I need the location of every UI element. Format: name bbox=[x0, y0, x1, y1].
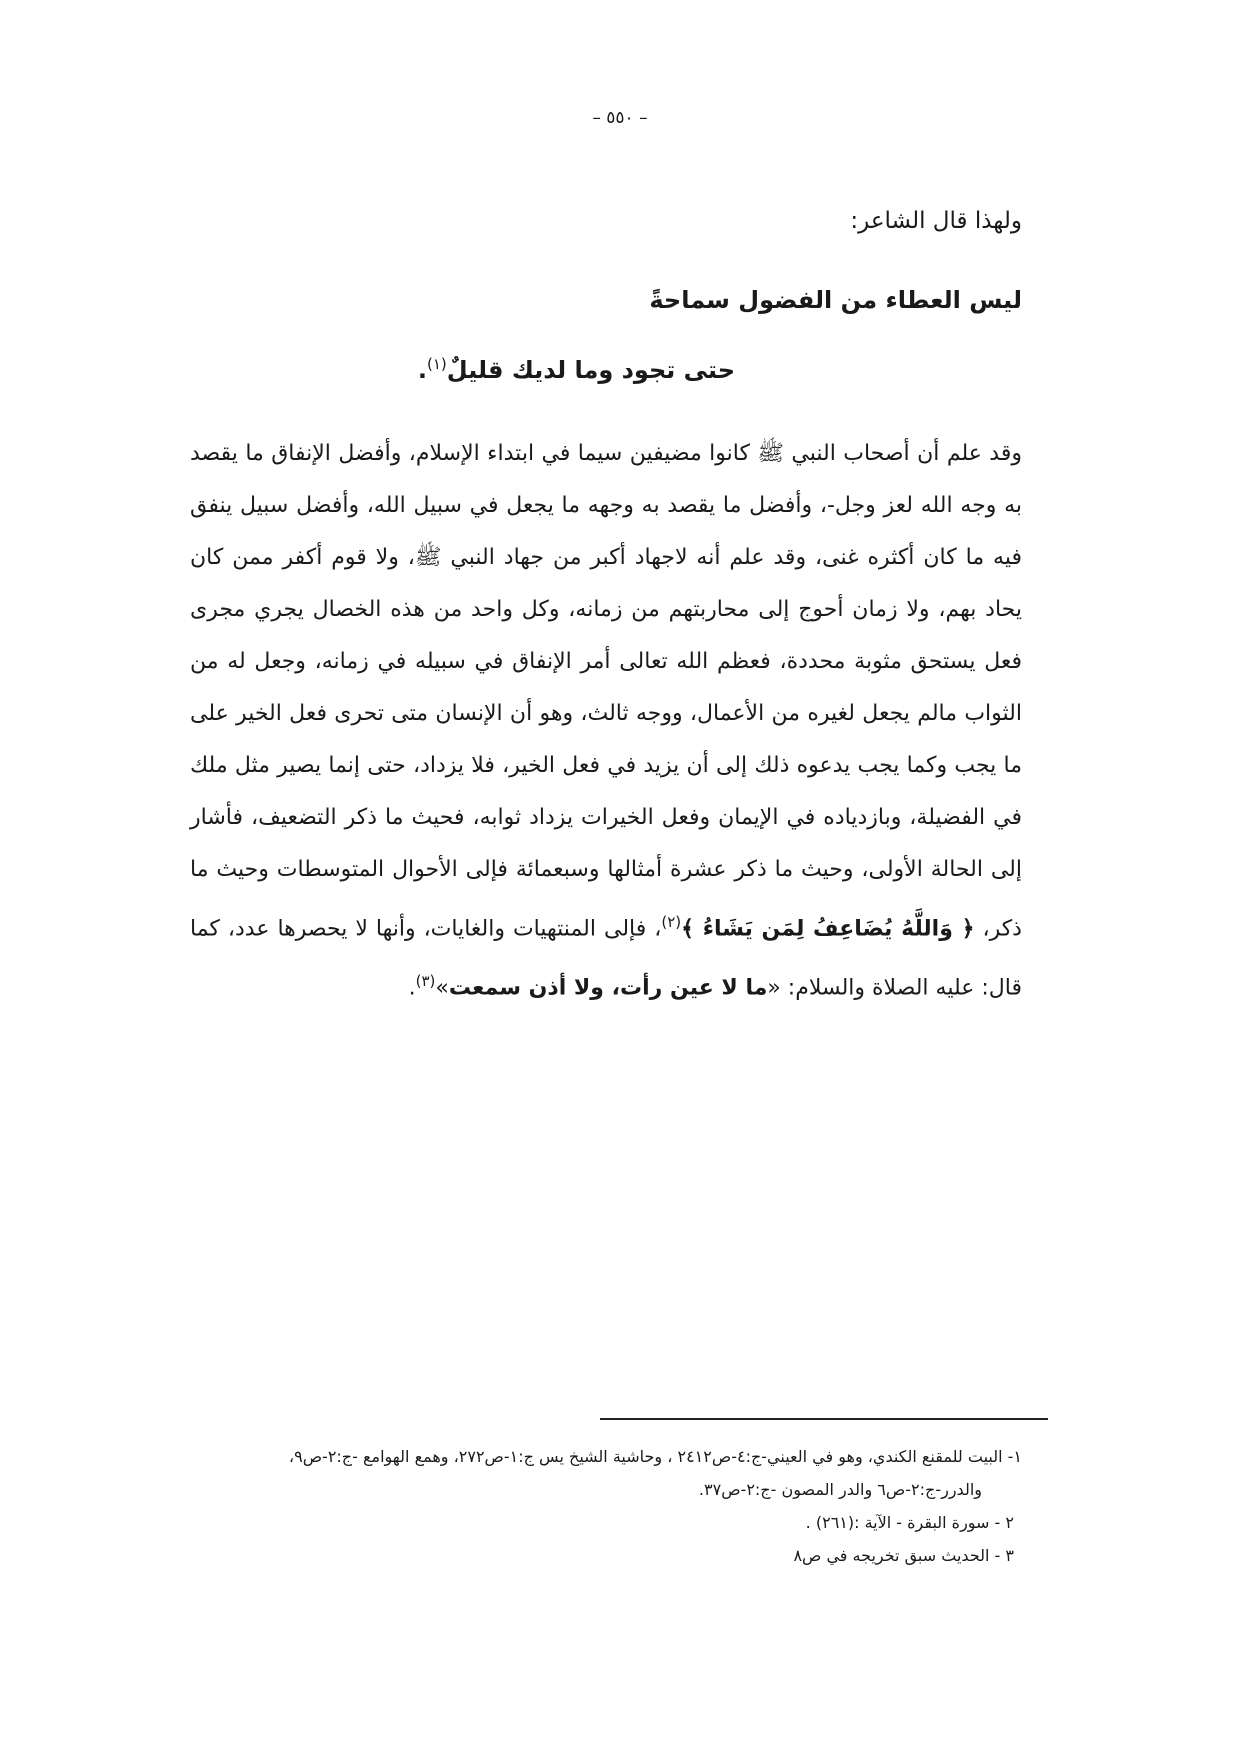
footnote-divider bbox=[600, 1418, 1048, 1420]
poem-intro: ولهذا قال الشاعر: bbox=[850, 208, 1022, 234]
paragraph-part-1: وقد علم أن أصحاب النبي ﷺ كانوا مضيفين سيما في ابتداء الإسلام، وأفضل الإنفاق ما يقصد به وجه الله لعز وجل-، وأفضل ما يقصد به وجهه ما يجعل في سبيل الله، وأفضل سبيل ينفق فيه ما كان أكثره غنى، وقد علم أنه لاجهاد أكبر من جهاد النبي ﷺ، ولا قوم أكفر ممن كان يحاد بهم، ولا زمان أحوج إلى محاربتهم من زمانه، وكل واحد من هذه الخصال يجري مجرى فعل يستحق مثوبة محددة، فعظم الله تعالى أمر الإنفاق في سبيله في زمانه، وجعل له من الثواب مالم يجعل لغيره من الأعمال، ووجه ثالث، وهو أن الإنسان متى تحرى فعل الخير على ما يجب وكما يجب يدعوه ذلك إلى أن يزيد في فعل الخير، فلا يزداد، حتى إنما يصير مثل ملك في الفضيلة، وبازدياده في الإيمان وفعل الخيرات يزداد ثوابه، فحيث ما ذكر التضعيف، فأشار إلى الحالة الأولى، وحيث ما ذكر عشرة أمثالها وسبعمائة فإلى الأحوال المتوسطات وحيث ما ذكر، bbox=[190, 441, 1022, 942]
footnote-ref-3: (٣) bbox=[415, 972, 436, 991]
hadith-quote: ما لا عين رأت، ولا أذن سمعت bbox=[448, 975, 768, 1001]
footnote-3: ٣ - الحديث سبق تخريجه في ص٨ bbox=[793, 1546, 1014, 1565]
footnote-ref-2: (٢) bbox=[661, 913, 682, 931]
paragraph-part-3: » bbox=[435, 975, 449, 1001]
quran-quote: ﴿ وَاللَّهُ يُضَاعِفُ لِمَن يَشَاءُ ﴾ bbox=[681, 916, 975, 942]
verse-line-2: حتى تجود وما لديك قليلٌ$^{(١)}$. bbox=[417, 355, 735, 384]
footnotes bbox=[142, 1440, 1022, 1572]
footnote-2: ٢ - سورة البقرة - الآية :(٢٦١) . bbox=[805, 1513, 1014, 1532]
footnote-1: ١- البيت للمقنع الكندي، وهو في العيني-ج:٤-ص٢٤١٢ ، وحاشية الشيخ يس ج:١-ص٢٧٢، وهمع الهوامع -ج:٢-ص٩، bbox=[288, 1447, 1022, 1466]
paragraph-end: . bbox=[408, 975, 416, 1001]
verse-line-2-text: حتى تجود وما لديك قليلٌ bbox=[446, 356, 735, 384]
footnote-ref-1: (١) bbox=[426, 355, 447, 373]
main-paragraph bbox=[190, 428, 1022, 1015]
page-number: – ٥٥٠ – bbox=[592, 108, 648, 128]
verse-line-1: ليس العطاء من الفضول سماحةً bbox=[649, 286, 1022, 314]
paragraph-part-2: ، فإلى المنتهيات والغايات، وأنها لا يحصرها عدد، كما قال: عليه الصلاة والسلام: « bbox=[190, 916, 1022, 1001]
footnote-1-continued: والدرر-ج:٢-ص٦ والدر المصون -ج:٢-ص٣٧. bbox=[698, 1480, 982, 1499]
